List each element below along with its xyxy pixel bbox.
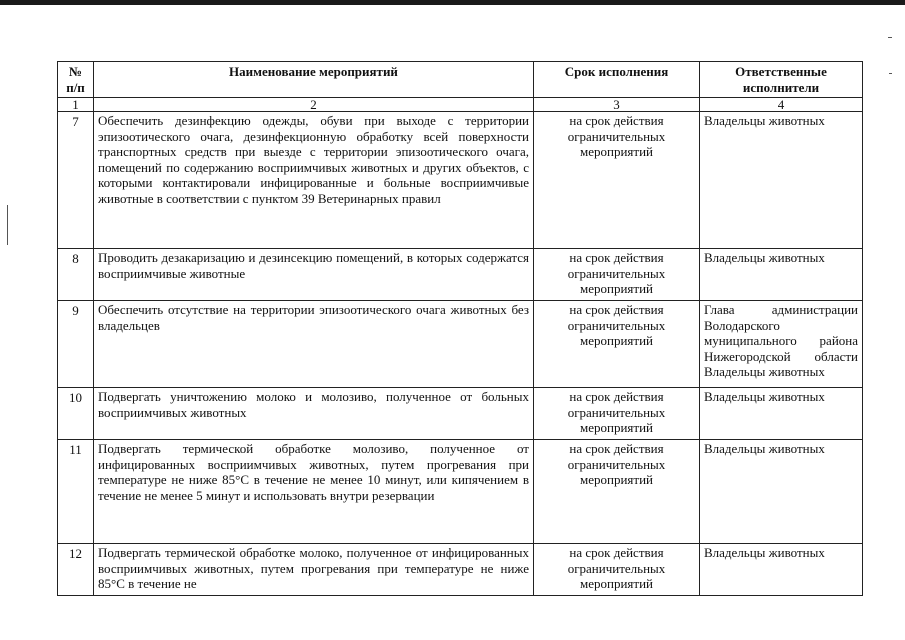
measure-responsible: Владельцы животных bbox=[700, 249, 863, 301]
measure-responsible: Глава администрации Володарского муниципального района Нижегородской области Владельцы животных bbox=[700, 301, 863, 388]
measure-name: Подвергать термической обработке молоко, полученное от инфицированных восприимчивых животных, путем прогревания при температуре не ниже 85°С в течение не bbox=[94, 544, 534, 596]
row-number: 10 bbox=[58, 388, 94, 440]
header-term: Срок исполнения bbox=[534, 62, 700, 98]
measure-name: Подвергать термической обработке молозиво, полученное от инфицированных восприимчивых животных, путем прогревания при температуре не ниже 85°С в течение не менее 10 минут, или кипячением в течение не менее 5 минут и использовать внутри резервации bbox=[94, 440, 534, 544]
row-number: 11 bbox=[58, 440, 94, 544]
measure-responsible: Владельцы животных bbox=[700, 544, 863, 596]
measure-name: Подвергать уничтожению молоко и молозиво, полученное от больных восприимчивых животных bbox=[94, 388, 534, 440]
scan-mark-right-1 bbox=[888, 37, 892, 38]
measure-responsible: Владельцы животных bbox=[700, 440, 863, 544]
scan-mark-left bbox=[7, 205, 8, 245]
measure-term: на срок действия ограничительных мероприятий bbox=[534, 544, 700, 596]
measure-name: Обеспечить отсутствие на территории эпизоотического очага животных без владельцев bbox=[94, 301, 534, 388]
measure-responsible: Владельцы животных bbox=[700, 388, 863, 440]
measure-term: на срок действия ограничительных мероприятий bbox=[534, 388, 700, 440]
measure-term: на срок действия ограничительных мероприятий bbox=[534, 249, 700, 301]
measure-name: Проводить дезакаризацию и дезинсекцию помещений, в которых содержатся восприимчивые животные bbox=[94, 249, 534, 301]
table-row bbox=[58, 112, 863, 249]
measure-term: на срок действия ограничительных мероприятий bbox=[534, 440, 700, 544]
scan-top-border bbox=[0, 0, 905, 5]
table-row bbox=[58, 249, 863, 301]
measure-term: на срок действия ограничительных мероприятий bbox=[534, 112, 700, 249]
table-row bbox=[58, 440, 863, 544]
measures-table bbox=[57, 61, 863, 596]
header-resp: Ответственные исполнители bbox=[700, 62, 863, 98]
index-cell: 1 bbox=[58, 98, 94, 112]
measure-name: Обеспечить дезинфекцию одежды, обуви при выходе с территории эпизоотического очага, дезинфекционную обработку всей поверхности транспортных средств при выезде с территории эпизоотического очага, помещений по содержанию восприимчивых животных и других объектов, с которыми контактировали инфицированные и больные восприимчивые животные в соответствии с пунктом 39 Ветеринарных правил bbox=[94, 112, 534, 249]
measure-responsible: Владельцы животных bbox=[700, 112, 863, 249]
measure-term: на срок действия ограничительных мероприятий bbox=[534, 301, 700, 388]
table-row bbox=[58, 301, 863, 388]
index-cell: 3 bbox=[534, 98, 700, 112]
scan-mark-right-2 bbox=[889, 73, 892, 74]
table-row bbox=[58, 388, 863, 440]
row-number: 7 bbox=[58, 112, 94, 249]
header-row bbox=[58, 62, 863, 98]
index-cell: 4 bbox=[700, 98, 863, 112]
row-number: 9 bbox=[58, 301, 94, 388]
header-num: № п/п bbox=[58, 62, 94, 98]
document-page bbox=[57, 61, 862, 596]
index-row bbox=[58, 98, 863, 112]
row-number: 8 bbox=[58, 249, 94, 301]
row-number: 12 bbox=[58, 544, 94, 596]
header-name: Наименование мероприятий bbox=[94, 62, 534, 98]
table-row bbox=[58, 544, 863, 596]
index-cell: 2 bbox=[94, 98, 534, 112]
